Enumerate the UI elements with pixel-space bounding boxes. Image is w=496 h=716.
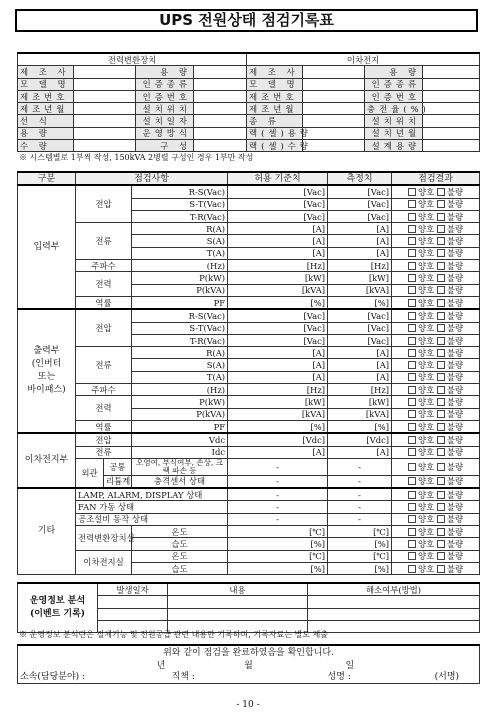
spec-value[interactable]	[423, 78, 480, 90]
good-checkbox[interactable]	[408, 448, 416, 456]
result-cell: 양호 불량	[392, 488, 480, 501]
spec-value[interactable]	[194, 90, 247, 102]
item-name: S(A)	[132, 235, 228, 247]
item-name: S-T(Vac)	[132, 198, 228, 210]
group-name: 역률	[76, 296, 132, 309]
item-name: Idc	[132, 446, 228, 458]
item-name: S-T(Vac)	[132, 322, 228, 334]
allowed-value[interactable]: [%]	[228, 538, 328, 550]
bad-checkbox[interactable]	[437, 249, 445, 257]
event-cell[interactable]	[168, 596, 308, 608]
good-checkbox[interactable]	[408, 200, 416, 208]
item-name: R(A)	[132, 347, 228, 359]
spec-value[interactable]	[194, 78, 247, 90]
bad-checkbox[interactable]	[437, 528, 445, 536]
good-checkbox[interactable]	[408, 552, 416, 560]
allowed-value[interactable]: [℃]	[228, 550, 328, 562]
battery-label: 이차전지부	[18, 433, 76, 488]
spec-label: 모 델 명	[247, 78, 303, 90]
sign-seal: (서명)	[434, 671, 460, 682]
bad-checkbox[interactable]	[437, 286, 445, 294]
spec-value[interactable]	[303, 90, 365, 102]
allowed-value[interactable]: [Vac]	[228, 185, 328, 198]
good-checkbox[interactable]	[408, 540, 416, 548]
good-checkbox[interactable]	[408, 528, 416, 536]
event-col-content: 내용	[168, 583, 308, 596]
measured-value[interactable]: [%]	[328, 562, 392, 574]
allowed-value[interactable]: [A]	[228, 347, 328, 359]
sign-day: 일	[345, 660, 355, 671]
measured-value[interactable]: [Vac]	[328, 198, 392, 210]
good-checkbox[interactable]	[408, 386, 416, 394]
spec-label: 랙(셀)용량	[247, 127, 303, 139]
result-cell: 양호 불량	[392, 408, 480, 420]
measured-value[interactable]: [A]	[328, 371, 392, 383]
allowed-value[interactable]: [A]	[228, 359, 328, 371]
item-name: 습도	[132, 562, 228, 574]
event-note: ※ 운영정보 분석란은 절체기능 및 전원공급 관련 내용만 기록하며, 기록자료는 별도 제출	[19, 630, 328, 639]
group-name: 역률	[76, 420, 132, 433]
good-checkbox[interactable]	[408, 324, 416, 332]
common-item: 오염여, 부식여부, 손상, 크랙 파손 등	[132, 458, 228, 475]
spec-value[interactable]	[74, 103, 136, 115]
allowed-value[interactable]: [A]	[228, 235, 328, 247]
page-title: UPS 전원상태 점검기록표	[15, 9, 478, 32]
col-item: 점검사항	[76, 172, 228, 185]
item-name: 온도	[132, 550, 228, 562]
col-allowed: 허용 기준치	[228, 172, 328, 185]
measured-value[interactable]: [Vac]	[328, 334, 392, 346]
good-checkbox[interactable]	[408, 398, 416, 406]
allowed-value[interactable]: [Vac]	[228, 198, 328, 210]
group-name: 주파수	[76, 260, 132, 272]
measured-value[interactable]: [A]	[328, 446, 392, 458]
spec-label: 랙(셀)수량	[247, 140, 303, 152]
sign-position[interactable]: 직책 :	[171, 671, 195, 682]
measured-value[interactable]: [Vac]	[328, 185, 392, 198]
spec-value[interactable]	[423, 90, 480, 102]
event-col-resolved: 해소여부(방법)	[308, 583, 480, 596]
good-checkbox[interactable]	[408, 349, 416, 357]
bad-checkbox[interactable]	[437, 565, 445, 573]
spec-label: 용 량	[136, 66, 194, 78]
item-name: T(A)	[132, 247, 228, 259]
good-checkbox[interactable]	[408, 249, 416, 257]
bad-checkbox[interactable]	[437, 423, 445, 431]
spec-label: 설치일자	[136, 115, 194, 127]
result-cell: 양호 불량	[392, 347, 480, 359]
result-cell: 양호 불량	[392, 322, 480, 334]
bad-checkbox[interactable]	[437, 213, 445, 221]
spec-value[interactable]	[423, 127, 480, 139]
signature-block	[17, 644, 480, 684]
event-col-date: 발생일자	[98, 583, 168, 596]
item-name: P(kW)	[132, 396, 228, 408]
item-name: P(kW)	[132, 272, 228, 284]
bad-checkbox[interactable]	[437, 410, 445, 418]
item-name: (Hz)	[132, 260, 228, 272]
spec-label: 용 량	[365, 66, 423, 78]
spec-value[interactable]	[303, 103, 365, 115]
result-cell: 양호 불량	[392, 185, 480, 198]
event-cell[interactable]	[168, 608, 308, 620]
allowed-value[interactable]: -	[228, 475, 328, 488]
spec-label: 수 량	[18, 140, 74, 152]
item-name: PF	[132, 420, 228, 433]
event-cell[interactable]	[98, 596, 168, 608]
sign-month: 월	[244, 660, 253, 671]
good-checkbox[interactable]	[408, 312, 416, 320]
measured-value[interactable]: [Vac]	[328, 210, 392, 222]
spec-label: 제조번호	[247, 90, 303, 102]
confirm-text: 위와 같이 점검을 완료하였음을 확인합니다.	[163, 648, 334, 658]
spec-value[interactable]	[423, 103, 480, 115]
sign-year: 년	[156, 660, 166, 671]
group-name: 전압	[76, 185, 132, 222]
good-checkbox[interactable]	[408, 565, 416, 573]
spec-value[interactable]	[194, 115, 247, 127]
measured-value[interactable]: -	[328, 513, 392, 525]
result-cell: 양호 불량	[392, 284, 480, 296]
bad-checkbox[interactable]	[437, 349, 445, 357]
inspection-header-row	[18, 172, 480, 185]
good-checkbox[interactable]	[408, 515, 416, 523]
spec-label: 제조번호	[18, 90, 74, 102]
allowed-value[interactable]: [kW]	[228, 272, 328, 284]
measured-value[interactable]: [A]	[328, 235, 392, 247]
spec-value[interactable]	[194, 66, 247, 78]
measured-value[interactable]: [%]	[328, 538, 392, 550]
result-cell: 양호 불량	[392, 513, 480, 525]
item-name: R-S(Vac)	[132, 309, 228, 322]
result-cell: 양호 불량	[392, 359, 480, 371]
group-name: 전력	[76, 396, 132, 421]
result-cell: 양호 불량	[392, 396, 480, 408]
allowed-value[interactable]: [Hz]	[228, 260, 328, 272]
sign-dept[interactable]: 소속(담당분야) :	[20, 671, 86, 682]
measured-value[interactable]: -	[328, 475, 392, 488]
result-cell: 양호 불량	[392, 550, 480, 562]
bad-checkbox[interactable]	[437, 237, 445, 245]
spec-value[interactable]	[423, 140, 480, 152]
event-cell[interactable]	[98, 608, 168, 620]
output_section-label: 출력부 (인버터 또는 바이패스)	[18, 309, 76, 433]
allowed-value[interactable]: [%]	[228, 420, 328, 433]
measured-value[interactable]: [A]	[328, 247, 392, 259]
allowed-value[interactable]: [Vac]	[228, 322, 328, 334]
allowed-value[interactable]: [Vac]	[228, 210, 328, 222]
good-checkbox[interactable]	[408, 410, 416, 418]
item-name: S(A)	[132, 359, 228, 371]
good-checkbox[interactable]	[408, 463, 416, 471]
item-name: (Hz)	[132, 384, 228, 396]
allowed-value[interactable]: [A]	[228, 446, 328, 458]
bad-checkbox[interactable]	[437, 386, 445, 394]
group-name: 주파수	[76, 384, 132, 396]
bad-checkbox[interactable]	[437, 491, 445, 499]
allowed-value[interactable]: [A]	[228, 371, 328, 383]
bad-checkbox[interactable]	[437, 200, 445, 208]
group-name: 전력	[76, 272, 132, 297]
spec-label: 선 식	[18, 115, 74, 127]
result-cell: 양호 불량	[392, 334, 480, 346]
allowed-value[interactable]: [%]	[228, 562, 328, 574]
bad-checkbox[interactable]	[437, 552, 445, 560]
item-name: R(A)	[132, 223, 228, 235]
item-name: P(kVA)	[132, 408, 228, 420]
result-cell: 양호 불량	[392, 272, 480, 284]
spec-label: 제조년월	[247, 103, 303, 115]
measured-value[interactable]: -	[328, 501, 392, 513]
allowed-value[interactable]: [A]	[228, 223, 328, 235]
allowed-value[interactable]: [℃]	[228, 526, 328, 538]
spec-value[interactable]	[194, 103, 247, 115]
bad-checkbox[interactable]	[437, 373, 445, 381]
measured-value[interactable]: [kW]	[328, 396, 392, 408]
room-name: 이차전지실	[76, 550, 132, 575]
event-table	[17, 582, 480, 633]
battery-title: 이차전지	[247, 53, 480, 66]
item-name: 온도	[132, 526, 228, 538]
measured-value[interactable]: [A]	[328, 347, 392, 359]
lithium-item: 충격센서 상태	[132, 475, 228, 488]
spec-label: 제조년월	[18, 103, 74, 115]
equipment-info-table	[17, 52, 480, 152]
spec-label: 제 조 사	[247, 66, 303, 78]
result-cell: 양호 불량	[392, 235, 480, 247]
bad-checkbox[interactable]	[437, 361, 445, 369]
good-checkbox[interactable]	[408, 436, 416, 444]
bad-checkbox[interactable]	[437, 463, 445, 471]
item-name: Vdc	[132, 433, 228, 446]
event-label: 운영정보 분석 (이벤트 기록)	[18, 583, 98, 633]
bad-checkbox[interactable]	[437, 299, 445, 307]
spec-label: 설계용량	[365, 140, 423, 152]
result-cell: 양호 불량	[392, 475, 480, 488]
common-label: 공통	[104, 458, 132, 475]
good-checkbox[interactable]	[408, 491, 416, 499]
item-name: P(kVA)	[132, 284, 228, 296]
spec-label: 인증번호	[365, 90, 423, 102]
group-name: 전류	[76, 347, 132, 384]
good-checkbox[interactable]	[408, 299, 416, 307]
event-cell[interactable]	[308, 608, 480, 620]
bad-checkbox[interactable]	[437, 540, 445, 548]
measured-value[interactable]: -	[328, 488, 392, 501]
measured-value[interactable]: [A]	[328, 223, 392, 235]
result-cell: 양호 불량	[392, 562, 480, 574]
bad-checkbox[interactable]	[437, 477, 445, 485]
bad-checkbox[interactable]	[437, 274, 445, 282]
spec-label: 인증번호	[136, 90, 194, 102]
good-checkbox[interactable]	[408, 337, 416, 345]
result-cell: 양호 불량	[392, 198, 480, 210]
result-cell: 양호 불량	[392, 538, 480, 550]
event-cell[interactable]	[308, 620, 480, 632]
group-name: 전류	[76, 446, 132, 458]
spec-value[interactable]	[303, 115, 365, 127]
spec-label: 구 성	[136, 140, 194, 152]
spec-label: 제 조 사	[18, 66, 74, 78]
spec-value[interactable]	[74, 78, 136, 90]
measured-value[interactable]: [Vac]	[328, 309, 392, 322]
result-cell: 양호 불량	[392, 433, 480, 446]
event-cell[interactable]	[308, 596, 480, 608]
col-measured: 측정치	[328, 172, 392, 185]
bad-checkbox[interactable]	[437, 515, 445, 523]
spec-value[interactable]	[74, 90, 136, 102]
group-name: 전류	[76, 223, 132, 260]
bad-checkbox[interactable]	[437, 312, 445, 320]
result-cell: 양호 불량	[392, 371, 480, 383]
header-note: ※ 시스템별로 1부씩 작성, 150kVA 2병렬 구성인 경우 1부만 작성	[19, 153, 254, 162]
spec-label: 설치위치	[365, 115, 423, 127]
allowed-value[interactable]: -	[228, 501, 328, 513]
item-name: PF	[132, 296, 228, 309]
measured-value[interactable]: [kW]	[328, 272, 392, 284]
result-cell: 양호 불량	[392, 309, 480, 322]
allowed-value[interactable]: [Vac]	[228, 309, 328, 322]
bad-checkbox[interactable]	[437, 398, 445, 406]
spec-value[interactable]	[74, 66, 136, 78]
result-cell: 양호 불량	[392, 384, 480, 396]
spec-label: 충전율(%)	[365, 103, 423, 115]
spec-label: 인증종류	[365, 78, 423, 90]
measured-value[interactable]: [%]	[328, 296, 392, 309]
sign-name-wrap[interactable]: 성명 : (서명)	[326, 671, 480, 683]
good-checkbox[interactable]	[408, 225, 416, 233]
good-checkbox[interactable]	[408, 286, 416, 294]
spec-value[interactable]	[74, 140, 136, 152]
bad-checkbox[interactable]	[437, 448, 445, 456]
spec-value[interactable]	[74, 127, 136, 139]
measured-value[interactable]: [Vac]	[328, 322, 392, 334]
measured-value[interactable]: [kVA]	[328, 284, 392, 296]
bad-checkbox[interactable]	[437, 262, 445, 270]
spec-value[interactable]	[194, 127, 247, 139]
measured-value[interactable]: [A]	[328, 359, 392, 371]
other-item: LAMP, ALARM, DISPLAY 상태	[76, 488, 228, 501]
allowed-value[interactable]: -	[228, 488, 328, 501]
inspection-table	[17, 171, 480, 575]
group-name: 전압	[76, 309, 132, 346]
allowed-value[interactable]: [Hz]	[228, 384, 328, 396]
item-name: T-R(Vac)	[132, 210, 228, 222]
spec-value[interactable]	[194, 140, 247, 152]
allowed-value[interactable]: [%]	[228, 296, 328, 309]
result-cell: 양호 불량	[392, 446, 480, 458]
item-name: T-R(Vac)	[132, 334, 228, 346]
col-result: 점검결과	[392, 172, 480, 185]
spec-value[interactable]	[303, 66, 365, 78]
measured-value[interactable]: [Hz]	[328, 384, 392, 396]
spec-label: 설치년월	[365, 127, 423, 139]
result-cell: 양호 불량	[392, 210, 480, 222]
bad-checkbox[interactable]	[437, 324, 445, 332]
allowed-value[interactable]: [Vdc]	[228, 433, 328, 446]
result-cell: 양호 불량	[392, 223, 480, 235]
item-name: 습도	[132, 538, 228, 550]
item-name: R-S(Vac)	[132, 185, 228, 198]
measured-value[interactable]: [Vdc]	[328, 433, 392, 446]
allowed-value[interactable]: [A]	[228, 247, 328, 259]
allowed-value[interactable]: [Vac]	[228, 334, 328, 346]
bad-checkbox[interactable]	[437, 337, 445, 345]
result-cell: 양호 불량	[392, 458, 480, 475]
result-cell: 양호 불량	[392, 296, 480, 309]
group-name: 전압	[76, 433, 132, 446]
result-cell: 양호 불량	[392, 501, 480, 513]
result-cell: 양호 불량	[392, 420, 480, 433]
good-checkbox[interactable]	[408, 237, 416, 245]
input_section-label: 입력부	[18, 185, 76, 309]
bad-checkbox[interactable]	[437, 503, 445, 511]
spec-label: 종 류	[247, 115, 303, 127]
good-checkbox[interactable]	[408, 274, 416, 282]
spec-label: 운영방식	[136, 127, 194, 139]
spec-value[interactable]	[74, 115, 136, 127]
power-converter-title: 전력변환장치	[18, 53, 247, 66]
other-label: 기타	[18, 488, 76, 575]
room-name: 전력변환장치실	[76, 526, 132, 551]
result-cell: 양호 불량	[392, 247, 480, 259]
good-checkbox[interactable]	[408, 188, 416, 196]
allowed-value[interactable]: [kVA]	[228, 408, 328, 420]
spec-label: 용 량	[18, 127, 74, 139]
good-checkbox[interactable]	[408, 262, 416, 270]
exterior-label: 외관	[76, 458, 104, 488]
spec-value[interactable]	[423, 115, 480, 127]
allowed-value[interactable]: -	[228, 458, 328, 475]
other-item: FAN 가동 상태	[76, 501, 228, 513]
spec-label: 모 델 명	[18, 78, 74, 90]
spec-label: 인증종류	[136, 78, 194, 90]
other-item: 공조설비 동작 상태	[76, 513, 228, 525]
allowed-value[interactable]: -	[228, 513, 328, 525]
good-checkbox[interactable]	[408, 373, 416, 381]
spec-value[interactable]	[423, 66, 480, 78]
page-number: - 10 -	[236, 700, 260, 710]
spec-label: 설치위치	[136, 103, 194, 115]
result-cell: 양호 불량	[392, 260, 480, 272]
good-checkbox[interactable]	[408, 423, 416, 431]
bad-checkbox[interactable]	[437, 188, 445, 196]
col-category: 구분	[18, 172, 76, 185]
measured-value[interactable]: [Hz]	[328, 260, 392, 272]
allowed-value[interactable]: [kVA]	[228, 284, 328, 296]
bad-checkbox[interactable]	[437, 225, 445, 233]
result-cell: 양호 불량	[392, 526, 480, 538]
item-name: T(A)	[132, 371, 228, 383]
bad-checkbox[interactable]	[437, 436, 445, 444]
good-checkbox[interactable]	[408, 503, 416, 511]
measured-value[interactable]: [℃]	[328, 550, 392, 562]
good-checkbox[interactable]	[408, 213, 416, 221]
measured-value[interactable]: [℃]	[328, 526, 392, 538]
lithium-label: 리튬계	[104, 475, 132, 488]
measured-value[interactable]: [kVA]	[328, 408, 392, 420]
measured-value[interactable]: -	[328, 458, 392, 475]
spec-value[interactable]	[303, 78, 365, 90]
allowed-value[interactable]: [kW]	[228, 396, 328, 408]
measured-value[interactable]: [%]	[328, 420, 392, 433]
good-checkbox[interactable]	[408, 477, 416, 485]
good-checkbox[interactable]	[408, 361, 416, 369]
